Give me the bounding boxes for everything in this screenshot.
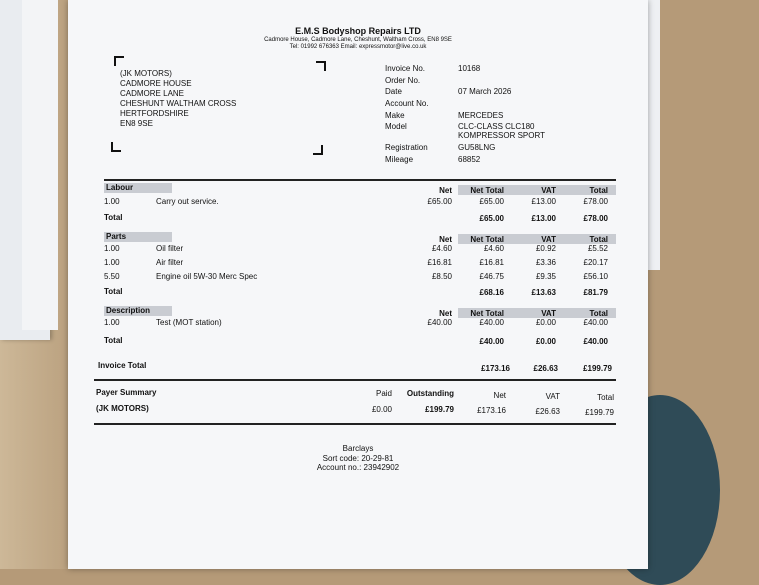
parts-col-net: Net — [439, 235, 452, 244]
description-heading: Description — [106, 306, 151, 315]
parts-col-vat: VAT — [541, 235, 556, 244]
invoice-field-label: Date — [385, 87, 402, 96]
customer-address-line: EN8 9SE — [120, 119, 153, 128]
description-col-total: Total — [589, 309, 608, 318]
section-rule — [104, 179, 616, 181]
line-net-total: £65.00 — [479, 197, 504, 206]
line-net: £65.00 — [427, 197, 452, 206]
payer-col-net: Net — [493, 391, 506, 400]
payer-col-paid: Paid — [375, 389, 392, 398]
parts-col-total: Total — [589, 235, 608, 244]
description-total-vat: £0.00 — [535, 337, 556, 346]
line-total: £5.52 — [587, 244, 608, 253]
payer-total: £199.79 — [585, 408, 614, 417]
invoice-sheet — [68, 0, 648, 569]
payer-col-vat: VAT — [545, 392, 560, 401]
company-contact: Tel: 01992 676363 Email: expressmotor@live.co.uk — [289, 44, 427, 50]
line-qty: 1.00 — [104, 318, 120, 327]
invoice-total-net: £173.16 — [481, 364, 510, 373]
customer-address-line: CADMORE LANE — [120, 89, 185, 98]
invoice-field-label: Invoice No. — [385, 64, 426, 73]
line-net: £40.00 — [427, 318, 452, 327]
invoice-field-label: Make — [385, 111, 405, 120]
line-net: £4.60 — [431, 244, 452, 253]
line-total: £78.00 — [583, 197, 608, 206]
parts-total-label: Total — [104, 287, 123, 296]
payer-paid: £0.00 — [371, 405, 392, 414]
line-vat: £3.36 — [535, 258, 556, 267]
underlying-paper-edge — [22, 0, 58, 330]
invoice-field-value: 10168 — [458, 64, 481, 73]
invoice-field-value: CLC-CLASS CLC180 — [458, 122, 535, 131]
window-corner-bl — [111, 142, 121, 152]
labour-total-label: Total — [104, 213, 123, 222]
description-col-net: Net — [439, 309, 452, 318]
window-corner-tl — [114, 56, 124, 66]
invoice-field-value: MERCEDES — [458, 111, 504, 120]
window-corner-br — [313, 145, 323, 155]
line-net: £16.81 — [427, 258, 452, 267]
invoice-field-label: Model — [385, 122, 407, 131]
invoice-field-label: Mileage — [385, 155, 414, 164]
labour-col-vat: VAT — [541, 186, 556, 195]
description-total-total: £40.00 — [583, 337, 608, 346]
parts-heading: Parts — [106, 232, 127, 241]
labour-total-vat: £13.00 — [531, 214, 556, 223]
invoice-field-value: KOMPRESSOR SPORT — [458, 131, 545, 140]
payer-net: £173.16 — [477, 406, 506, 415]
line-vat: £0.00 — [535, 318, 556, 327]
customer-address-line: CHESHUNT WALTHAM CROSS — [120, 99, 237, 108]
payer-name: (JK MOTORS) — [96, 404, 149, 413]
labour-col-net: Net — [439, 186, 452, 195]
line-qty: 1.00 — [104, 258, 120, 267]
parts-total-net-total: £68.16 — [479, 288, 504, 297]
invoice-field-value: GU58LNG — [458, 143, 496, 152]
bank-account: Account no.: 23942902 — [316, 463, 400, 472]
line-qty: 1.00 — [104, 197, 120, 206]
payer-rule-bottom — [94, 423, 616, 425]
line-qty: 5.50 — [104, 272, 120, 281]
description-total-net-total: £40.00 — [479, 337, 504, 346]
company-name: E.M.S Bodyshop Repairs LTD — [295, 26, 421, 36]
invoice-total-label: Invoice Total — [98, 361, 147, 370]
payer-vat: £26.63 — [535, 407, 560, 416]
parts-col-net_total: Net Total — [470, 235, 504, 244]
payer-rule-top — [94, 379, 616, 381]
payer-col-outstanding: Outstanding — [406, 389, 454, 398]
invoice-field-value: 68852 — [458, 155, 481, 164]
line-qty: 1.00 — [104, 244, 120, 253]
line-total: £56.10 — [583, 272, 608, 281]
line-net-total: £46.75 — [479, 272, 504, 281]
invoice-total-total: £199.79 — [583, 364, 612, 373]
line-net-total: £16.81 — [479, 258, 504, 267]
line-vat: £13.00 — [531, 197, 556, 206]
line-net-total: £40.00 — [479, 318, 504, 327]
description-col-vat: VAT — [541, 309, 556, 318]
window-corner-tr — [316, 61, 326, 71]
payer-heading: Payer Summary — [96, 388, 157, 397]
parts-total-vat: £13.63 — [531, 288, 556, 297]
invoice-field-label: Account No. — [385, 99, 429, 108]
invoice-field-label: Registration — [385, 143, 428, 152]
labour-col-net_total: Net Total — [470, 186, 504, 195]
description-total-label: Total — [104, 336, 123, 345]
line-net: £8.50 — [431, 272, 452, 281]
customer-address-line: (JK MOTORS) — [120, 69, 172, 78]
labour-col-total: Total — [589, 186, 608, 195]
company-address: Cadmore House, Cadmore Lane, Cheshunt, Waltham Cross, EN8 9SE — [264, 37, 452, 43]
line-vat: £0.92 — [535, 244, 556, 253]
line-total: £20.17 — [583, 258, 608, 267]
invoice-total-vat: £26.63 — [533, 364, 558, 373]
line-vat: £9.35 — [535, 272, 556, 281]
payer-outstanding: £199.79 — [425, 405, 454, 414]
invoice-field-value: 07 March 2026 — [458, 87, 512, 96]
line-description: Test (MOT station) — [156, 318, 222, 327]
labour-heading: Labour — [106, 183, 134, 192]
description-col-net_total: Net Total — [470, 309, 504, 318]
line-description: Carry out service. — [156, 197, 219, 206]
parts-total-total: £81.79 — [583, 288, 608, 297]
bank-sort-code: Sort code: 20-29-81 — [322, 454, 394, 463]
labour-total-net-total: £65.00 — [479, 214, 504, 223]
bank-name: Barclays — [342, 444, 374, 453]
invoice-field-label: Order No. — [385, 76, 421, 85]
customer-address-line: CADMORE HOUSE — [120, 79, 192, 88]
labour-total-total: £78.00 — [583, 214, 608, 223]
line-description: Engine oil 5W-30 Merc Spec — [156, 272, 258, 281]
line-description: Oil filter — [156, 244, 184, 253]
customer-address-line: HERTFORDSHIRE — [120, 109, 189, 118]
line-net-total: £4.60 — [483, 244, 504, 253]
line-description: Air filter — [156, 258, 184, 267]
payer-col-total: Total — [597, 393, 614, 402]
line-total: £40.00 — [583, 318, 608, 327]
